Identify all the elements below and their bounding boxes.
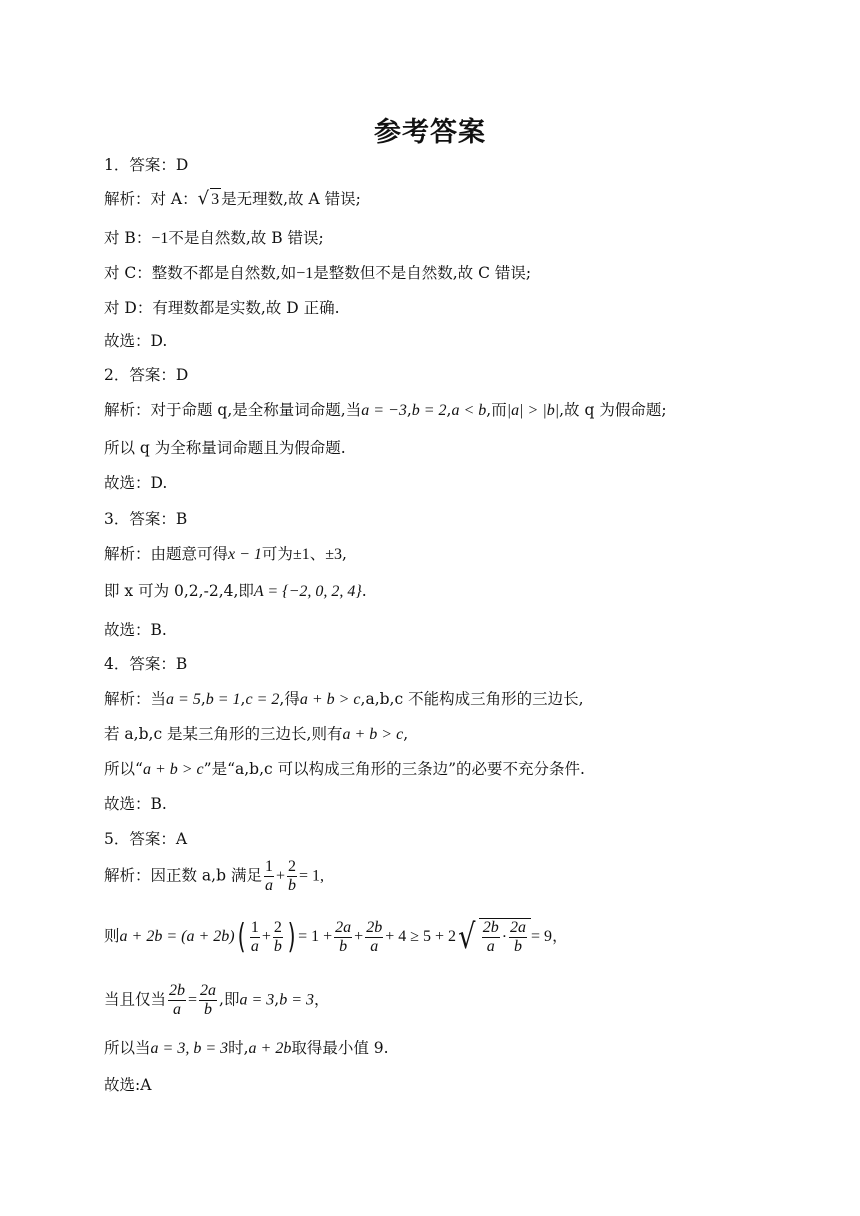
q2-line-2: 所以 q 为全称量词命题且为假命题.: [104, 439, 346, 457]
q3-l1-m1: x − 1: [228, 546, 262, 563]
q5-l3-m2: b = 3: [279, 991, 315, 1009]
q2-l1-m1: a = −3: [361, 402, 407, 419]
q4-l1-mid: ,得: [279, 690, 300, 708]
q4-l1-m1: a = 5: [166, 691, 201, 708]
q4-l3-math: a + b > c: [142, 761, 204, 778]
q4-l3-post: ”是“a,b,c 可以构成三角形的三条边”的必要不充分条件.: [203, 760, 585, 778]
frac-2b-over-a-4: $\frac{2b}{a}$: [169, 982, 186, 1018]
frac-2-over-b-2: $\frac{2}{b}$: [273, 918, 282, 955]
q2-l1-mid: ,而: [486, 401, 507, 419]
q2-l1-sep2: ,: [446, 401, 452, 419]
frac-2-over-b: $\frac{2}{b}$: [287, 858, 296, 894]
frac-2b-over-a: $\frac{2b}{a}$: [366, 918, 383, 955]
q1-l1-sqrt: 3: [210, 188, 221, 211]
q3-answer: 3．答案：B: [104, 510, 188, 528]
q1-line-4: 对 D：有理数都是实数,故 D 正确.: [104, 299, 340, 317]
q5-l1-pre: 解析：因正数 a,b 满足: [104, 866, 262, 885]
q2-l1-pre: 解析：对于命题 q,是全称量词命题,当: [104, 401, 362, 419]
q3-l1-sep: 、: [309, 545, 326, 563]
q5-l2-dot: ·: [501, 928, 508, 946]
q2-line-3: 故选：D.: [104, 474, 168, 492]
q1-l1-post: 是无理数,故 A 错误;: [221, 190, 361, 208]
q5-l2-b: = 1 +: [298, 928, 333, 945]
q3-line-2: [104, 580, 367, 603]
frac-1-over-a-2: $\frac{1}{a}$: [250, 918, 259, 955]
q5-l4-m1: a = 3, b = 3: [150, 1040, 229, 1057]
q4-l1-m4: a + b > c: [299, 691, 361, 708]
q5-l2-pre: 则: [104, 927, 120, 945]
q1-l2-math: −1: [151, 230, 169, 247]
frac-1-over-a: $\frac{1}{a}$: [264, 858, 273, 894]
q5-l4-m2: a + 2b: [248, 1040, 292, 1057]
q3-l2-post: .: [361, 582, 367, 600]
q2-line-1: [104, 399, 667, 422]
q4-l2-math: a + b > c: [342, 726, 404, 743]
q5-l2-d: = 9: [531, 928, 553, 945]
q1-line-5: 故选：D.: [104, 332, 168, 350]
frac-2a-over-b-3: $\frac{2a}{b}$: [510, 919, 527, 955]
q3-l2-pre: 即 x 可为 0,2,-2,4,即: [104, 582, 254, 600]
q4-l2-pre: 若 a,b,c 是某三角形的三边长,则有: [104, 725, 343, 743]
q1-line-1: [104, 188, 361, 211]
q1-l3-post: 是整数但不是自然数,故 C 错误;: [313, 264, 532, 282]
q3-l1-m3: ±3: [325, 546, 343, 563]
q5-l2-plus2: +: [354, 928, 364, 945]
q5-l2-c: + 4 ≥ 5 + 2: [385, 928, 457, 945]
q5-l3-eq: =: [188, 991, 198, 1009]
q5-l4-mid: 时,: [228, 1039, 249, 1057]
q2-l1-m4: |a| > |b|: [506, 402, 560, 419]
q5-l4-pre: 所以当: [104, 1039, 151, 1057]
q5-l1-post: = 1,: [298, 867, 325, 885]
q2-l1-m2: b = 2: [411, 402, 447, 419]
q4-l2-post: ,: [403, 725, 409, 743]
q3-l1-mid: 可为: [261, 545, 293, 563]
q5-l2-post: ，: [552, 927, 568, 945]
q4-line-2: [104, 723, 408, 746]
q3-l2-math: A = {−2, 0, 2, 4}: [253, 583, 362, 600]
q4-l3-pre: 所以“: [104, 760, 143, 778]
q4-l1-pre: 解析：当: [104, 690, 167, 708]
q4-line-4: 故选：B.: [104, 795, 167, 813]
q4-l1-m2: b = 1: [205, 691, 241, 708]
q1-l2-post: 不是自然数,故 B 错误;: [168, 229, 324, 247]
q5-l2-plus: +: [261, 928, 271, 945]
q5-line-1: [104, 858, 324, 895]
q1-l2-pre: 对 B：: [104, 229, 152, 247]
q5-l3-post: ，: [314, 990, 330, 1009]
q3-l1-m2: ±1: [292, 546, 310, 563]
q4-answer: 4．答案：B: [104, 655, 188, 673]
q5-line-4: [104, 1037, 389, 1060]
q5-l4-post: 取得最小值 9.: [291, 1039, 389, 1057]
q3-line-1: [104, 543, 347, 566]
frac-2a-over-b-4: $\frac{2a}{b}$: [200, 982, 217, 1018]
q5-l3-m1: a = 3: [239, 991, 275, 1009]
q2-l1-post: ,故 q 为假命题;: [559, 401, 667, 419]
q4-line-1: 解析：当a = 5,b = 1,c = 2,得a + b > c,a,b,c 不能构成三角形的三边长,: [104, 690, 584, 708]
q3-l1-post: ,: [342, 545, 347, 563]
q2-l1-m3: a < b: [451, 402, 487, 419]
sqrt-sign: √: [197, 188, 210, 209]
q1-l3-pre: 对 C：整数不都是自然数,如: [104, 264, 297, 282]
q4-l1-m3: c = 2: [245, 691, 280, 708]
q1-l3-math: −1: [296, 265, 314, 282]
sqrt-sign-big: √: [458, 917, 476, 957]
q5-line-5: 故选:A: [104, 1076, 152, 1094]
q5-line-3: [104, 982, 330, 1019]
q5-l3-pre: 当且仅当: [104, 990, 167, 1009]
q2-answer: 2．答案：D: [104, 366, 189, 384]
page-title: 参考答案: [374, 117, 486, 148]
q1-l1-pre: 解析：对 A：: [104, 190, 198, 208]
right-paren: ): [287, 917, 296, 957]
q5-l2-a: a + 2b = (a + 2b): [119, 928, 235, 945]
q1-line-2: [104, 227, 324, 250]
q2-l1-sep1: ,: [406, 401, 412, 419]
frac-2a-over-b: $\frac{2a}{b}$: [335, 918, 352, 955]
q5-line-2: [104, 918, 568, 956]
q5-l3-comma: ,: [274, 990, 280, 1009]
q3-l1-pre: 解析：由题意可得: [104, 545, 229, 563]
left-paren: (: [237, 917, 246, 957]
frac-2b-over-a-3: $\frac{2b}{a}$: [482, 919, 499, 955]
q1-answer: 1．答案：D: [104, 156, 189, 174]
q4-l1-post: ,a,b,c 不能构成三角形的三边长,: [360, 690, 584, 708]
q5-answer: 5．答案：A: [104, 830, 188, 848]
q5-l1-plus: +: [275, 867, 285, 885]
q5-l3-mid: ,即: [219, 990, 240, 1009]
q4-line-3: [104, 758, 585, 781]
q3-line-3: 故选：B.: [104, 621, 167, 639]
sqrt-product: [479, 918, 531, 956]
q1-line-3: [104, 262, 531, 285]
